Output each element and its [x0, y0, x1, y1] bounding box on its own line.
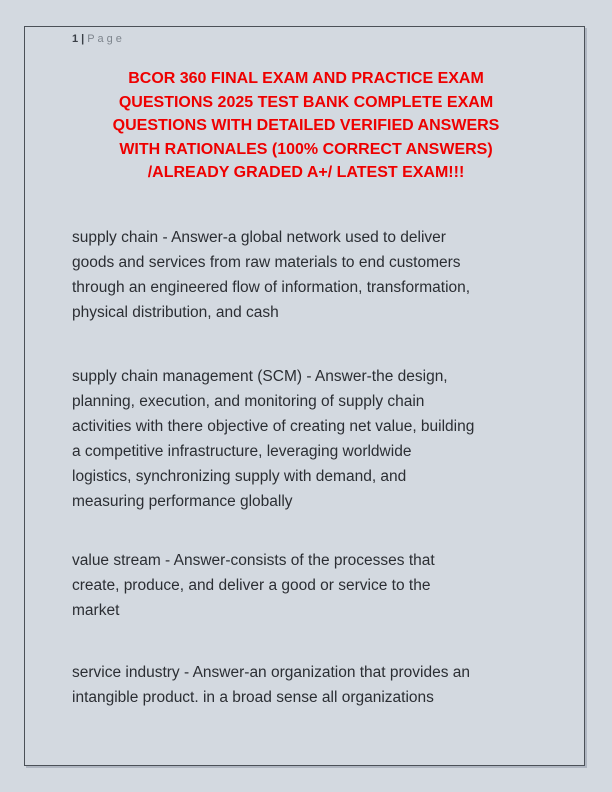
page-number: 1 [72, 33, 79, 45]
text-line: goods and services from raw materials to end customers [72, 254, 461, 271]
text-line: BCOR 360 FINAL EXAM AND PRACTICE EXAM [128, 70, 484, 87]
text-line: activities with there objective of creating net value, building [72, 418, 475, 435]
text-line: WITH RATIONALES (100% CORRECT ANSWERS) [119, 140, 493, 158]
text-line: create, produce, and deliver a good or service to the [72, 577, 431, 594]
definition-paragraph-service-industry [72, 660, 540, 710]
definition-paragraph-value-stream [72, 548, 540, 623]
text-line: a competitive infrastructure, leveraging worldwide [72, 443, 412, 460]
text-line: measuring performance globally [72, 493, 293, 510]
text-line: planning, execution, and monitoring of supply chain [72, 393, 425, 410]
text-line: service industry - Answer-an organization that provides an [72, 664, 471, 681]
text-line: supply chain - Answer-a global network used to deliver [72, 229, 446, 246]
text-line: /ALREADY GRADED A+/ LATEST EXAM!!! [147, 164, 465, 181]
page-header-separator: | [81, 33, 85, 45]
definition-paragraph-supply-chain [72, 225, 540, 325]
text-line: market [72, 602, 120, 619]
page-header [72, 32, 125, 47]
text-line: QUESTIONS WITH DETAILED VERIFIED ANSWERS [112, 117, 500, 134]
document-title [72, 67, 540, 185]
text-line: QUESTIONS 2025 TEST BANK COMPLETE EXAM [118, 93, 494, 111]
text-line: logistics, synchronizing supply with demand, and [72, 468, 407, 485]
text-line: physical distribution, and cash [72, 304, 279, 321]
text-line: supply chain management (SCM) - Answer-the design, [72, 368, 448, 385]
text-line: value stream - Answer-consists of the processes that [72, 552, 435, 569]
text-line: through an engineered flow of information, transformation, [72, 279, 471, 296]
text-line: intangible product. in a broad sense all organizations [72, 689, 434, 706]
definition-paragraph-supply-chain-management [72, 364, 540, 514]
page-header-label: Page [87, 33, 125, 45]
